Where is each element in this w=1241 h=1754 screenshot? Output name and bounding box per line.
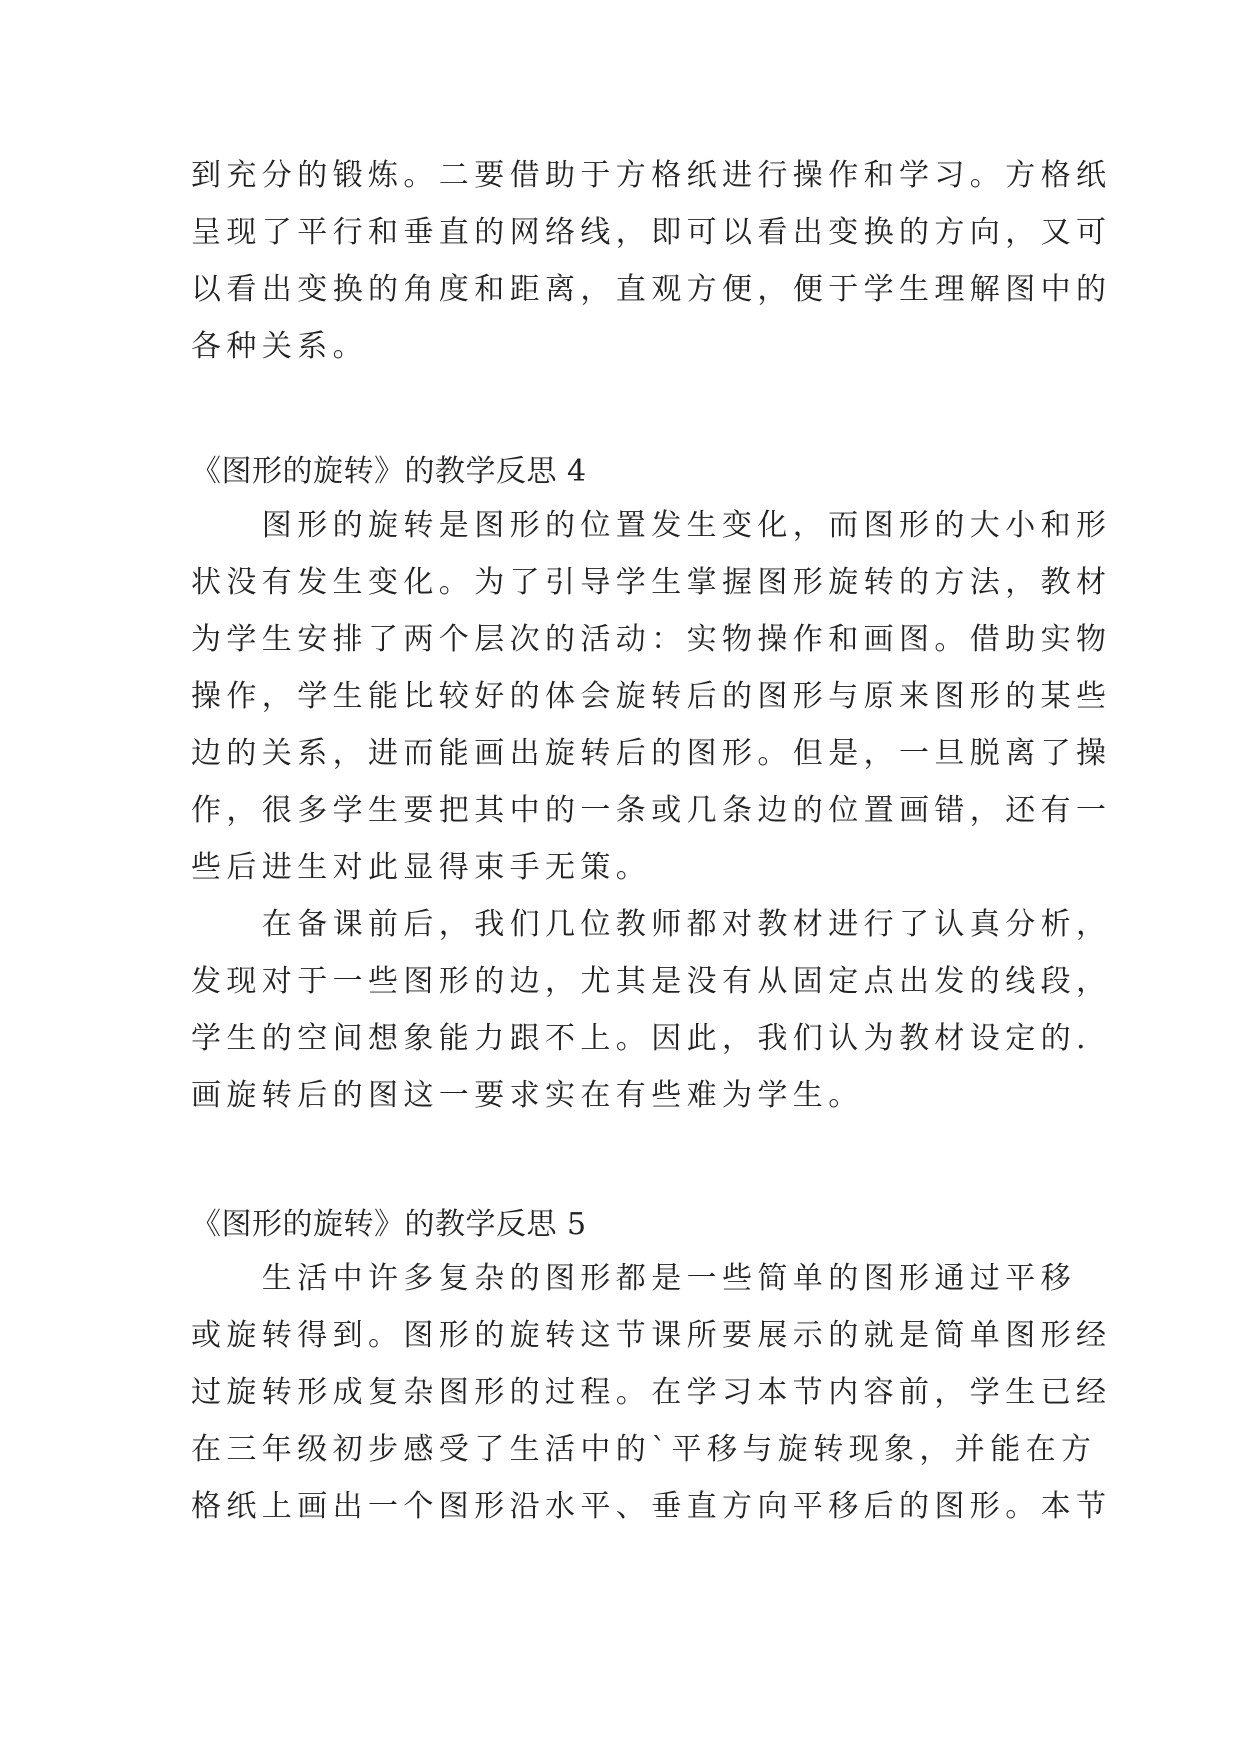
section-5-heading: 《图形的旋转》的教学反思 5 bbox=[191, 1207, 587, 1242]
section-5-paragraph-1 bbox=[191, 1250, 1112, 1535]
section-4-heading: 《图形的旋转》的教学反思 4 bbox=[191, 454, 587, 489]
paragraph-line: 到充分的锻炼。二要借助于方格纸进行操作和学习。方格纸 bbox=[191, 158, 1112, 193]
paragraph-line: 画旋转后的图这一要求实在有些难为学生。 bbox=[191, 1078, 864, 1113]
paragraph-line: 些后进生对此显得束手无策。 bbox=[191, 850, 652, 885]
paragraph-line: 边的关系，进而能画出旋转后的图形。但是，一旦脱离了操 bbox=[191, 736, 1112, 771]
paragraph-line: 学生的空间想象能力跟不上。因此，我们认为教材设定的. bbox=[191, 1021, 1091, 1056]
paragraph-line: 在三年级初步感受了生活中的`平移与旋转现象，并能在方 bbox=[191, 1432, 1097, 1467]
paragraph-line: 各种关系。 bbox=[191, 329, 368, 364]
section-4-paragraph-2 bbox=[191, 896, 1112, 1124]
paragraph-line: 或旋转得到。图形的旋转这节课所要展示的就是简单图形经 bbox=[191, 1318, 1112, 1353]
paragraph-line: 以看出变换的角度和距离，直观方便，便于学生理解图中的 bbox=[191, 272, 1112, 307]
paragraph-line: 作，很多学生要把其中的一条或几条边的位置画错，还有一 bbox=[191, 793, 1112, 828]
paragraph-line: 发现对于一些图形的边，尤其是没有从固定点出发的线段， bbox=[191, 964, 1112, 999]
paragraph-line: 呈现了平行和垂直的网络线，即可以看出变换的方向，又可 bbox=[191, 215, 1112, 250]
paragraph-line: 状没有发生变化。为了引导学生掌握图形旋转的方法，教材 bbox=[191, 565, 1112, 600]
paragraph-line: 格纸上画出一个图形沿水平、垂直方向平移后的图形。本节 bbox=[191, 1489, 1112, 1524]
paragraph-line: 为学生安排了两个层次的活动：实物操作和画图。借助实物 bbox=[191, 622, 1112, 657]
paragraph-line: 生活中许多复杂的图形都是一些简单的图形通过平移 bbox=[191, 1261, 1076, 1296]
paragraph-line: 过旋转形成复杂图形的过程。在学习本节内容前，学生已经 bbox=[191, 1375, 1112, 1410]
section-4-paragraph-1 bbox=[191, 497, 1112, 896]
paragraph-line: 图形的旋转是图形的位置发生变化，而图形的大小和形 bbox=[191, 508, 1112, 543]
intro-paragraph bbox=[191, 147, 1112, 375]
paragraph-line: 在备课前后，我们几位教师都对教材进行了认真分析， bbox=[191, 907, 1112, 942]
paragraph-line: 操作，学生能比较好的体会旋转后的图形与原来图形的某些 bbox=[191, 679, 1112, 714]
